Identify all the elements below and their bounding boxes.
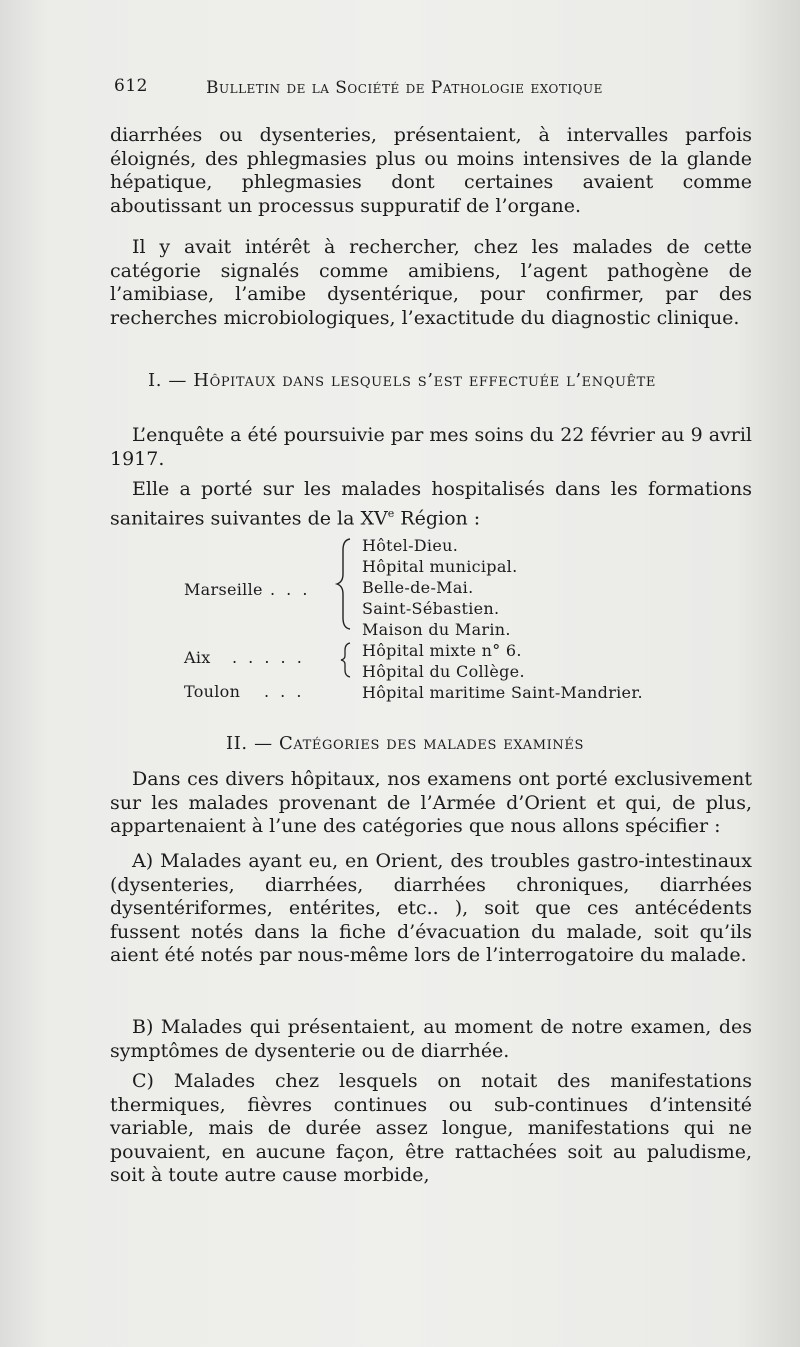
hospital-item: Hôtel-Dieu. (362, 536, 459, 555)
hospital-item: Hôpital du Collège. (362, 662, 525, 681)
paragraph-category-a: A) Malades ayant eu, en Orient, des troubles gastro-intestinaux (dysenteries, diarrhées, diarrhées chroniques, diarrhées dysentériformes, entérites, etc.. ), soit que ces antécédents fussent notés dans la fiche d’évacuation du malade, soit qu’ils aient été notés par nous-même lors de l’interrogatoire du malade. (110, 850, 752, 967)
paragraph-intro: Il y avait intérêt à rechercher, chez les malades de cette catégorie signalés comme amibiens, l’agent pathogène de l’amibiase, l’amibe dysentérique, pour confirmer, par des recherches microbiologiques, l’exactitude du diagnostic clinique. (110, 236, 752, 329)
leader-dots: . . . (270, 580, 311, 599)
hospital-list (184, 536, 704, 716)
brace-aix (338, 640, 354, 680)
paragraph-category-b: B) Malades qui présentaient, au moment de notre examen, des symptômes de dysenterie ou de diarrhée. (110, 1016, 752, 1062)
hospital-item: Hôpital mixte n° 6. (362, 641, 522, 660)
city-toulon: Toulon (184, 682, 241, 701)
hospital-item: Belle-de-Mai. (362, 578, 474, 597)
leader-dots: . . . . . (232, 648, 305, 667)
leader-dots: . . . (264, 682, 305, 701)
city-marseille: Marseille (184, 580, 263, 599)
section-heading-2: II. — Catégories des malades examinés (226, 733, 584, 754)
brace-marseille (334, 536, 356, 632)
paragraph-category-c: C) Malades chez lesquels on notait des manifestations thermiques, fièvres continues ou sub-continues d’intensité variable, mais de durée assez longue, manifestations qui ne pouvaient, en aucune façon, être rattachées soit au paludisme, soit à toute autre cause morbide, (110, 1070, 752, 1187)
journal-title: Bulletin de la Société de Pathologie exotique (206, 78, 603, 98)
paragraph-categories-intro: Dans ces divers hôpitaux, nos examens ont porté exclusivement sur les malades provenant de l’Armée d’Orient et qui, de plus, appartenaient à l’une des catégories que nous allons spécifier : (110, 768, 752, 838)
hospital-item: Hôpital municipal. (362, 557, 518, 576)
hospital-item: Maison du Marin. (362, 620, 511, 639)
hospital-item: Saint-Sébastien. (362, 599, 500, 618)
city-aix: Aix (184, 648, 211, 667)
hospital-item: Hôpital maritime Saint-Mandrier. (362, 683, 643, 702)
paragraph-formations: Elle a porté sur les malades hospitalisés dans les formations sanitaires suivantes de la XVe Région : (110, 478, 752, 529)
section-heading-1: I. — Hôpitaux dans lesquels s’est effectuée l’enquête (148, 370, 656, 391)
paragraph-continuation: diarrhées ou dysenteries, présentaient, à intervalles parfois éloignés, des phlegmasies plus ou moins intensives de la glande hépatique, phlegmasies dont certaines avaient comme aboutissant un processus suppuratif de l’organe. (110, 124, 752, 217)
page-number: 612 (114, 76, 148, 96)
paragraph-enquete-dates: L’enquête a été poursuivie par mes soins du 22 février au 9 avril 1917. (110, 424, 752, 470)
running-header (114, 76, 714, 102)
